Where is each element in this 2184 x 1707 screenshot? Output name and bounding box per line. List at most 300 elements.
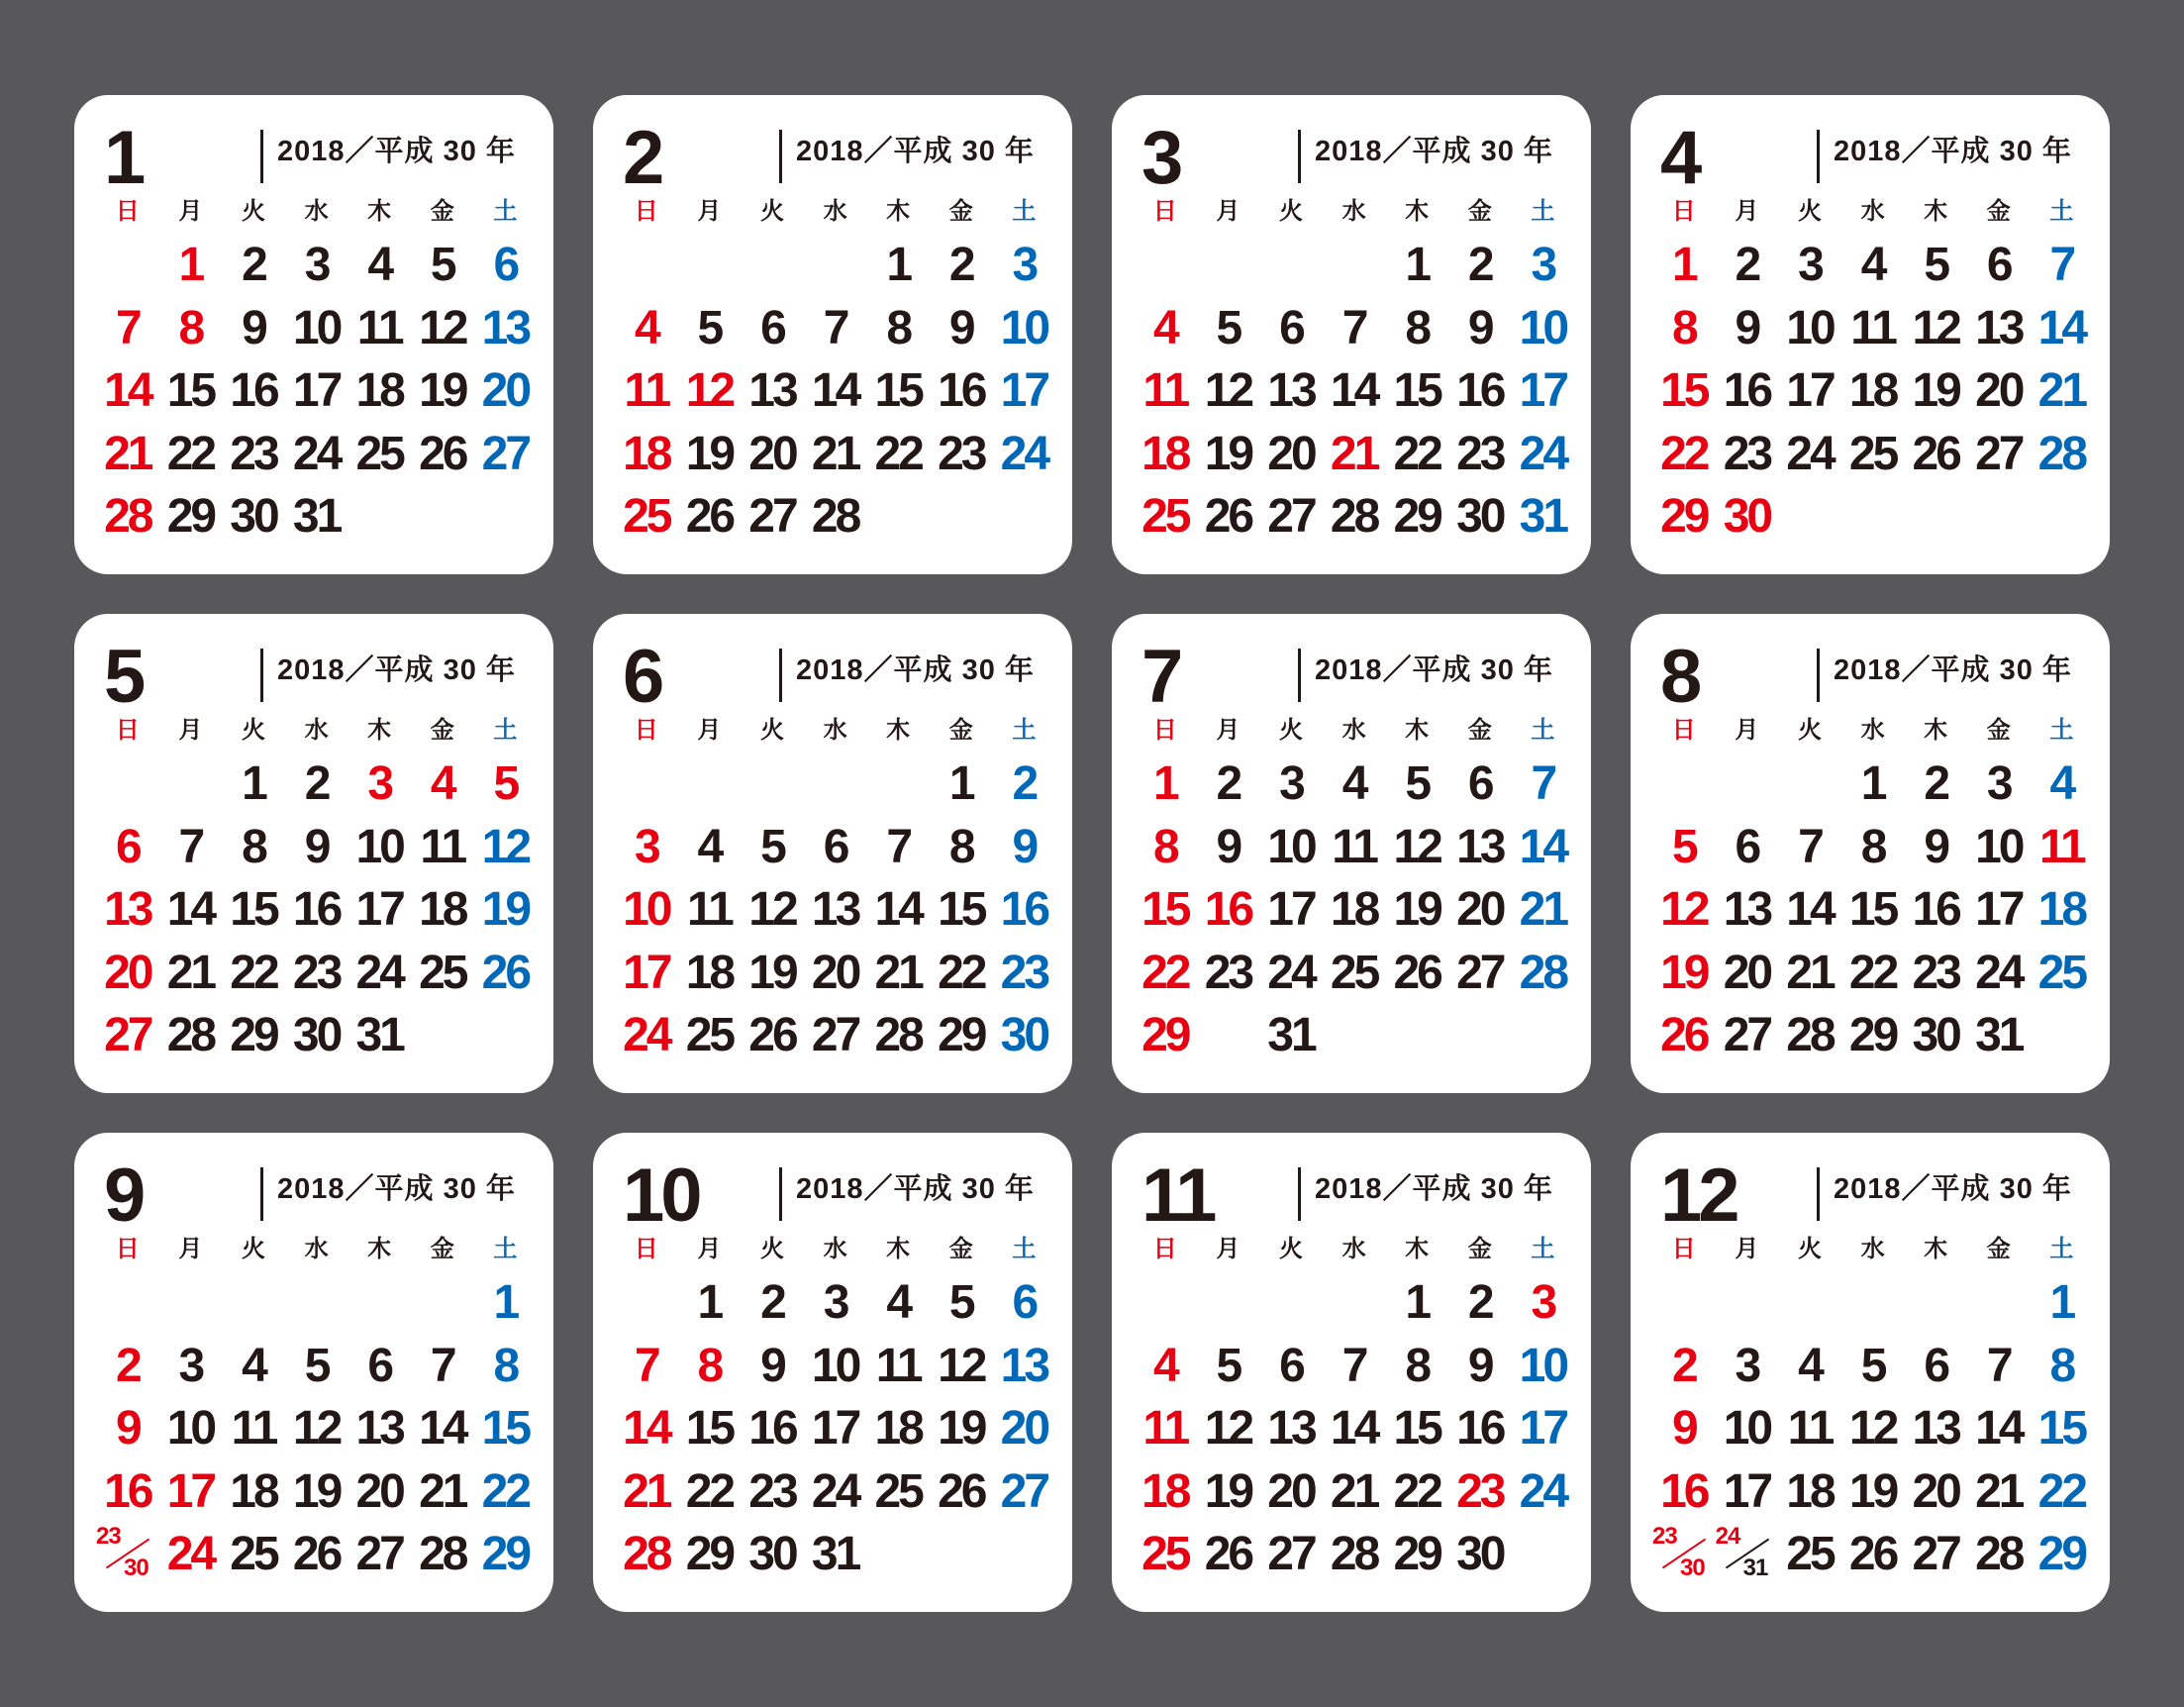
day-cell: 8 — [242, 820, 265, 873]
day-cell: 13 — [1267, 1402, 1315, 1455]
weekday-label: 土 — [493, 198, 518, 225]
day-cell: 15 — [481, 1402, 530, 1455]
weekday-label: 月 — [178, 717, 203, 744]
day-cell: 22 — [230, 946, 277, 999]
day-cell: 20 — [1456, 883, 1504, 936]
month-card-12 — [1631, 1133, 2110, 1612]
day-cell: 2 — [1924, 757, 1948, 810]
day-cell: 16 — [938, 364, 985, 417]
day-cell: 16 — [1000, 883, 1048, 936]
day-cell: 7 — [634, 1339, 658, 1392]
day-cell: 28 — [2037, 427, 2086, 480]
weekday-header — [1652, 713, 2093, 749]
year-label: 2018／平成 30 年 — [1834, 136, 2072, 167]
day-cell: 22 — [166, 427, 215, 480]
day-cell: 30 — [748, 1528, 796, 1580]
day-cell: 3 — [1012, 239, 1037, 291]
day-cell: 5 — [1216, 301, 1241, 354]
weekday-label: 金 — [1986, 717, 2011, 744]
day-cell: 9 — [1467, 301, 1492, 354]
day-empty — [96, 753, 159, 816]
weekday-label: 日 — [634, 717, 658, 744]
day-cell: 19 — [419, 364, 466, 417]
day-cell: 10 — [355, 820, 403, 873]
day-cell: 25 — [874, 1464, 922, 1518]
day-cell: 6 — [367, 1339, 392, 1392]
day-cell: 15 — [1848, 883, 1897, 936]
day-empty — [866, 753, 930, 816]
day-grid — [96, 1271, 537, 1586]
day-cell: 21 — [419, 1464, 466, 1518]
day-cell: 18 — [685, 946, 734, 999]
day-cell: 14 — [1519, 820, 1567, 873]
day-cell: 4 — [1798, 1339, 1822, 1392]
day-cell: 11 — [356, 301, 402, 354]
weekday-label: 火 — [241, 717, 265, 744]
day-cell: 15 — [938, 883, 985, 936]
day-cell: 19 — [481, 883, 530, 936]
day-cell: 1 — [493, 1276, 518, 1329]
day-cell: 16 — [1456, 364, 1504, 417]
day-cell: 7 — [1341, 301, 1366, 354]
day-cell: 12 — [1204, 364, 1252, 417]
day-cell: 25 — [419, 946, 466, 999]
day-cell: 29 — [1848, 1009, 1897, 1061]
day-cell: 4 — [242, 1339, 265, 1392]
weekday-label: 土 — [1012, 1236, 1037, 1262]
day-cell: 9 — [1216, 820, 1241, 873]
header-divider — [1298, 649, 1301, 702]
day-cell: 24 — [623, 1009, 670, 1061]
month-card-5 — [74, 614, 553, 1093]
day-cell: 23 — [1000, 946, 1048, 999]
day-cell: 2 — [1467, 1276, 1492, 1329]
weekday-label: 水 — [823, 1236, 847, 1262]
day-cell: 27 — [811, 1009, 859, 1061]
day-cell: 24 — [1975, 946, 2023, 999]
header-divider — [779, 1167, 782, 1221]
day-cell: 27 — [1456, 946, 1504, 999]
day-cell: 10 — [1723, 1402, 1771, 1455]
day-empty — [1197, 1271, 1260, 1335]
day-cell: 23 — [938, 427, 985, 480]
day-cell: 19 — [1848, 1464, 1897, 1518]
day-cell: 22 — [874, 427, 922, 480]
day-cell: 16 — [1660, 1464, 1708, 1518]
day-cell: 19 — [1912, 364, 1959, 417]
day-cell: 20 — [1267, 1464, 1315, 1518]
weekday-label: 火 — [759, 198, 784, 225]
month-number: 12 — [1660, 1154, 1737, 1238]
day-cell: 15 — [166, 364, 215, 417]
weekday-label: 土 — [1012, 717, 1037, 744]
day-cell: 13 — [481, 301, 530, 354]
weekday-label: 水 — [823, 198, 847, 225]
day-cell: 26 — [481, 946, 530, 999]
year-label: 2018／平成 30 年 — [277, 136, 516, 167]
day-cell: 2 — [1735, 239, 1759, 291]
header-divider — [1298, 130, 1301, 183]
day-cell: 15 — [874, 364, 922, 417]
weekday-label: 木 — [886, 198, 911, 225]
day-cell: 15 — [2037, 1402, 2086, 1455]
weekday-header — [1134, 713, 1574, 749]
day-cell: 27 — [1000, 1464, 1048, 1518]
month-number: 4 — [1660, 116, 1699, 200]
day-cell: 2 — [1671, 1339, 1696, 1392]
weekday-label: 木 — [1924, 717, 1948, 744]
day-cell: 9 — [948, 301, 973, 354]
day-empty — [347, 1271, 411, 1335]
weekday-label: 月 — [1735, 1236, 1759, 1262]
weekday-label: 月 — [178, 1236, 203, 1262]
day-empty — [741, 753, 804, 816]
day-cell: 30 — [1456, 490, 1504, 543]
day-cell: 2 — [115, 1339, 140, 1392]
day-cell: 6 — [1735, 820, 1759, 873]
day-split-bottom: 30 — [124, 1555, 149, 1581]
day-cell: 1 — [1860, 757, 1885, 810]
day-split-bottom: 31 — [1742, 1555, 1768, 1581]
day-cell: 19 — [292, 1464, 341, 1518]
day-cell: 4 — [634, 301, 658, 354]
day-cell: 5 — [1216, 1339, 1241, 1392]
weekday-label: 金 — [430, 198, 454, 225]
weekday-label: 火 — [759, 1236, 784, 1262]
day-cell: 3 — [1279, 757, 1303, 810]
day-cell: 19 — [1393, 883, 1440, 936]
day-cell: 30 — [1000, 1009, 1048, 1061]
day-cell: 4 — [367, 239, 392, 291]
weekday-label: 土 — [1012, 198, 1037, 225]
day-empty — [1323, 1271, 1386, 1335]
day-cell: 14 — [623, 1402, 670, 1455]
weekday-label: 木 — [1924, 198, 1948, 225]
month-number: 1 — [104, 116, 143, 200]
day-cell: 17 — [1786, 364, 1834, 417]
day-cell: 7 — [1531, 757, 1555, 810]
day-split-cell — [96, 1523, 159, 1586]
day-cell: 13 — [1723, 883, 1771, 936]
day-empty — [678, 234, 742, 297]
day-cell: 6 — [1986, 239, 2011, 291]
day-cell: 28 — [1330, 490, 1378, 543]
day-empty — [1652, 753, 1716, 816]
day-cell: 25 — [1142, 490, 1189, 543]
day-cell: 26 — [748, 1009, 796, 1061]
day-cell: 5 — [1924, 239, 1948, 291]
day-cell: 1 — [1405, 239, 1430, 291]
day-empty — [96, 1271, 159, 1335]
day-cell: 24 — [1519, 427, 1567, 480]
day-cell: 11 — [875, 1339, 921, 1392]
day-cell: 5 — [1860, 1339, 1885, 1392]
day-cell: 14 — [2037, 301, 2086, 354]
day-cell: 13 — [811, 883, 859, 936]
day-cell: 25 — [230, 1528, 277, 1580]
weekday-label: 日 — [115, 717, 140, 744]
weekday-label: 金 — [1986, 1236, 2011, 1262]
day-cell: 10 — [1519, 301, 1567, 354]
weekday-header — [96, 713, 537, 749]
day-grid — [1134, 1271, 1574, 1586]
day-cell: 13 — [1267, 364, 1315, 417]
day-cell: 24 — [811, 1464, 859, 1518]
day-cell: 9 — [1671, 1402, 1696, 1455]
weekday-header — [1652, 1232, 2093, 1267]
weekday-label: 日 — [1152, 1236, 1177, 1262]
weekday-label: 土 — [2049, 717, 2074, 744]
day-cell: 26 — [685, 490, 734, 543]
day-cell: 31 — [292, 490, 341, 543]
day-cell: 28 — [1786, 1009, 1834, 1061]
day-cell: 4 — [1152, 1339, 1177, 1392]
day-cell: 29 — [230, 1009, 277, 1061]
day-cell: 4 — [697, 820, 722, 873]
month-number: 2 — [623, 116, 661, 200]
weekday-label: 火 — [1278, 1236, 1303, 1262]
day-cell: 26 — [938, 1464, 985, 1518]
day-cell: 14 — [1330, 364, 1378, 417]
day-cell: 1 — [948, 757, 973, 810]
weekday-label: 木 — [367, 198, 392, 225]
day-cell: 16 — [1723, 364, 1771, 417]
day-cell: 13 — [1456, 820, 1504, 873]
day-cell: 21 — [811, 427, 859, 480]
day-cell: 2 — [1467, 239, 1492, 291]
day-cell: 28 — [1975, 1528, 2023, 1580]
weekday-header — [96, 194, 537, 230]
weekday-label: 火 — [1797, 198, 1822, 225]
day-cell: 30 — [1456, 1528, 1504, 1580]
weekday-label: 木 — [367, 1236, 392, 1262]
day-cell: 3 — [1531, 1276, 1555, 1329]
day-cell: 19 — [938, 1402, 985, 1455]
day-cell: 7 — [1986, 1339, 2011, 1392]
day-cell: 23 — [1456, 427, 1504, 480]
weekday-label: 日 — [1671, 198, 1696, 225]
day-cell: 7 — [1798, 820, 1822, 873]
day-cell: 27 — [481, 427, 530, 480]
month-card-9 — [74, 1133, 553, 1612]
day-empty — [1904, 1271, 1967, 1335]
header-divider — [1817, 130, 1820, 183]
day-cell: 16 — [104, 1464, 151, 1518]
day-cell: 17 — [292, 364, 341, 417]
day-cell: 28 — [811, 490, 859, 543]
day-cell: 13 — [355, 1402, 403, 1455]
day-cell: 1 — [1671, 239, 1696, 291]
month-number: 9 — [104, 1154, 143, 1238]
day-cell: 12 — [938, 1339, 985, 1392]
day-cell: 9 — [1924, 820, 1948, 873]
day-grid — [1652, 1271, 2093, 1586]
day-cell: 14 — [104, 364, 151, 417]
day-cell: 18 — [230, 1464, 277, 1518]
day-cell: 11 — [420, 820, 465, 873]
day-cell: 3 — [1798, 239, 1822, 291]
day-grid — [1134, 753, 1574, 1067]
day-cell: 17 — [1519, 364, 1567, 417]
month-number: 3 — [1142, 116, 1180, 200]
weekday-header — [1134, 194, 1574, 230]
month-number: 5 — [104, 635, 143, 719]
day-cell: 10 — [1975, 820, 2023, 873]
day-cell: 22 — [938, 946, 985, 999]
month-card-1 — [74, 95, 553, 574]
day-cell: 8 — [1405, 301, 1430, 354]
weekday-label: 土 — [2049, 1236, 2074, 1262]
day-cell: 3 — [367, 757, 392, 810]
day-cell: 20 — [1723, 946, 1771, 999]
year-label: 2018／平成 30 年 — [796, 1173, 1035, 1205]
day-cell: 4 — [430, 757, 454, 810]
day-cell: 2 — [1216, 757, 1241, 810]
day-cell: 21 — [104, 427, 151, 480]
weekday-label: 月 — [1216, 198, 1241, 225]
day-cell: 17 — [355, 883, 403, 936]
day-cell: 29 — [685, 1528, 734, 1580]
day-cell: 18 — [2037, 883, 2086, 936]
day-cell: 7 — [178, 820, 203, 873]
weekday-label: 金 — [430, 1236, 454, 1262]
day-cell: 7 — [2049, 239, 2074, 291]
day-cell: 4 — [2049, 757, 2074, 810]
day-cell: 13 — [104, 883, 151, 936]
weekday-header — [96, 1232, 537, 1267]
day-cell: 3 — [1531, 239, 1555, 291]
weekday-header — [615, 1232, 1055, 1267]
day-cell: 20 — [1975, 364, 2023, 417]
day-grid — [615, 753, 1055, 1067]
weekday-label: 木 — [886, 717, 911, 744]
day-cell: 8 — [2049, 1339, 2074, 1392]
day-cell: 24 — [1786, 427, 1834, 480]
weekday-label: 木 — [1405, 198, 1430, 225]
year-label: 2018／平成 30 年 — [796, 136, 1035, 167]
day-cell: 8 — [1152, 820, 1177, 873]
weekday-label: 月 — [1216, 717, 1241, 744]
day-cell: 14 — [166, 883, 215, 936]
weekday-label: 月 — [697, 717, 722, 744]
day-split-top: 23 — [1652, 1523, 1677, 1550]
day-cell: 1 — [2049, 1276, 2074, 1329]
weekday-label: 火 — [1797, 717, 1822, 744]
day-cell: 24 — [1000, 427, 1048, 480]
day-cell: 15 — [685, 1402, 734, 1455]
day-cell: 25 — [1848, 427, 1897, 480]
day-cell: 3 — [634, 820, 658, 873]
day-cell: 24 — [292, 427, 341, 480]
day-cell: 20 — [481, 364, 530, 417]
weekday-header — [615, 713, 1055, 749]
day-cell: 8 — [697, 1339, 722, 1392]
weekday-label: 水 — [1341, 1236, 1366, 1262]
day-empty — [159, 753, 223, 816]
year-label: 2018／平成 30 年 — [1834, 1173, 2072, 1205]
month-card-3 — [1112, 95, 1591, 574]
header-divider — [260, 1167, 263, 1221]
day-cell: 4 — [1341, 757, 1366, 810]
day-cell: 7 — [886, 820, 911, 873]
day-cell: 6 — [115, 820, 140, 873]
weekday-label: 月 — [178, 198, 203, 225]
day-cell: 22 — [481, 1464, 530, 1518]
day-cell: 7 — [115, 301, 140, 354]
day-cell: 10 — [811, 1339, 859, 1392]
day-cell: 10 — [1000, 301, 1048, 354]
day-cell: 25 — [623, 490, 670, 543]
day-cell: 2 — [948, 239, 973, 291]
day-cell: 11 — [1142, 364, 1188, 417]
day-cell: 17 — [166, 1464, 215, 1518]
day-cell: 3 — [1986, 757, 2011, 810]
day-split-cell — [1716, 1523, 1779, 1586]
day-cell: 12 — [685, 364, 734, 417]
header-divider — [1298, 1167, 1301, 1221]
header-divider — [1817, 649, 1820, 702]
day-cell: 2 — [760, 1276, 784, 1329]
day-cell: 30 — [292, 1009, 341, 1061]
weekday-label: 月 — [697, 198, 722, 225]
day-cell — [1197, 1004, 1260, 1067]
day-empty — [1841, 1271, 1905, 1335]
weekday-label: 木 — [1405, 717, 1430, 744]
year-label: 2018／平成 30 年 — [796, 654, 1035, 686]
day-cell: 18 — [419, 883, 466, 936]
day-cell: 2 — [304, 757, 329, 810]
day-cell: 4 — [1152, 301, 1177, 354]
day-empty — [615, 753, 678, 816]
day-cell: 11 — [624, 364, 669, 417]
day-cell: 5 — [493, 757, 518, 810]
day-cell: 25 — [1142, 1528, 1189, 1580]
day-cell: 11 — [687, 883, 732, 936]
weekday-label: 金 — [948, 1236, 973, 1262]
day-cell: 16 — [292, 883, 341, 936]
weekday-label: 木 — [1405, 1236, 1430, 1262]
day-cell: 13 — [1000, 1339, 1048, 1392]
day-empty — [1716, 1271, 1779, 1335]
header-divider — [779, 649, 782, 702]
day-cell: 27 — [1975, 427, 2023, 480]
month-number: 6 — [623, 635, 661, 719]
weekday-label: 水 — [1860, 717, 1885, 744]
month-card-7 — [1112, 614, 1591, 1093]
month-number: 11 — [1142, 1154, 1214, 1238]
day-cell: 14 — [1786, 883, 1834, 936]
weekday-label: 金 — [948, 717, 973, 744]
day-cell: 8 — [948, 820, 973, 873]
weekday-label: 金 — [1986, 198, 2011, 225]
day-cell: 24 — [355, 946, 403, 999]
weekday-label: 日 — [1152, 198, 1177, 225]
weekday-label: 木 — [367, 717, 392, 744]
day-cell: 9 — [1467, 1339, 1492, 1392]
day-cell: 3 — [1735, 1339, 1759, 1392]
day-cell: 8 — [178, 301, 203, 354]
day-cell: 20 — [811, 946, 859, 999]
day-empty — [96, 234, 159, 297]
day-empty — [741, 234, 804, 297]
weekday-label: 火 — [1278, 717, 1303, 744]
day-empty — [804, 234, 867, 297]
day-cell: 25 — [2037, 946, 2086, 999]
day-cell: 17 — [623, 946, 670, 999]
day-cell: 28 — [623, 1528, 670, 1580]
weekday-label: 金 — [1467, 717, 1492, 744]
day-cell: 6 — [1279, 301, 1303, 354]
